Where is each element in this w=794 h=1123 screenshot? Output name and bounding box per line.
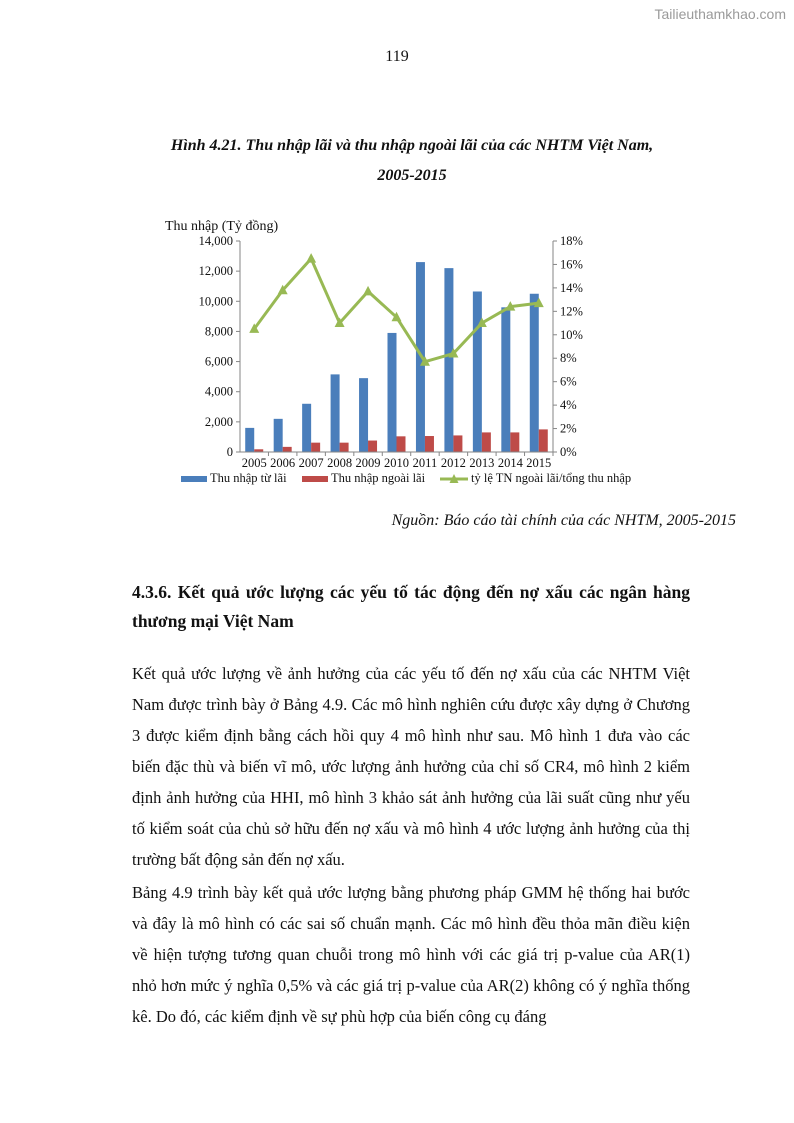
y-axis-label: Thu nhập (Tỷ đồng) <box>165 219 279 234</box>
bar-non-interest-income <box>368 441 377 452</box>
bar-interest-income <box>388 333 397 452</box>
y2-tick-label: 8% <box>560 351 577 366</box>
x-tick-label: 2007 <box>298 456 324 470</box>
bar-non-interest-income <box>539 429 548 452</box>
bar-non-interest-income <box>397 436 406 452</box>
y-tick-label: 6,000 <box>204 354 233 369</box>
y2-tick-label: 12% <box>560 304 583 319</box>
x-tick-label: 2008 <box>327 456 353 470</box>
paragraph-1: Kết quả ước lượng về ảnh hưởng của các yếu tố đến nợ xấu của các NHTM Việt Nam được trình bày ở Bảng 4.9. Các mô hình nghiên cứu được xây dựng ở Chương 3 được kiểm định bằng cách hồi quy 4 mô hình như sau. Mô hình 1 đưa vào các biến đặc thù và biến vĩ mô, ước lượng ảnh hưởng của chỉ số CR4, mô hình 2 kiểm định ảnh hưởng của HHI, mô hình 3 khảo sát ảnh hưởng của lãi suất cũng như yếu tố kiểm soát của chủ sở hữu đến nợ xấu và mô hình 4 ước lượng ảnh hưởng của thị trường bất động sản đến nợ xấu. <box>132 664 690 869</box>
ratio-point <box>306 253 316 263</box>
watermark: Tailieuthamkhao.com <box>654 6 786 22</box>
y-tick-label: 10,000 <box>198 294 233 309</box>
bar-interest-income <box>473 291 482 452</box>
x-tick-label: 2010 <box>384 456 409 470</box>
y-tick-label: 0 <box>226 445 233 459</box>
bar-non-interest-income <box>453 435 462 452</box>
y-tick-label: 2,000 <box>204 414 233 429</box>
legend-swatch-interest <box>181 476 207 482</box>
bar-interest-income <box>444 268 453 452</box>
y2-tick-label: 10% <box>560 327 583 342</box>
income-chart <box>150 210 670 495</box>
y-tick-label: 12,000 <box>198 264 233 279</box>
figure-source: Nguồn: Báo cáo tài chính của các NHTM, 2005-2015 <box>391 512 736 529</box>
legend-label-ratio: tỷ lệ TN ngoài lãi/tổng thu nhập <box>471 471 632 485</box>
bar-non-interest-income <box>482 432 491 452</box>
y-tick-label: 8,000 <box>204 324 233 339</box>
y2-tick-label: 18% <box>560 234 583 248</box>
bar-interest-income <box>331 374 340 452</box>
bar-interest-income <box>501 307 510 452</box>
x-tick-label: 2015 <box>526 456 552 470</box>
y2-tick-label: 0% <box>560 445 577 459</box>
bar-non-interest-income <box>340 443 349 452</box>
x-tick-label: 2012 <box>440 456 466 470</box>
y2-tick-label: 6% <box>560 374 577 389</box>
y2-tick-label: 14% <box>560 280 583 295</box>
y2-tick-label: 2% <box>560 421 577 436</box>
x-tick-label: 2005 <box>241 456 267 470</box>
page-number: 119 <box>385 48 409 65</box>
x-tick-label: 2011 <box>412 456 438 470</box>
legend-swatch-non-interest <box>302 476 328 482</box>
x-tick-label: 2013 <box>469 456 495 470</box>
bar-interest-income <box>302 404 311 452</box>
y-tick-label: 4,000 <box>204 384 233 399</box>
bar-non-interest-income <box>283 447 292 452</box>
legend-label-non-interest: Thu nhập ngoài lãi <box>331 471 426 485</box>
bar-interest-income <box>530 294 539 452</box>
y2-tick-label: 4% <box>560 398 577 413</box>
bar-interest-income <box>274 419 283 452</box>
legend-label-interest: Thu nhập từ lãi <box>210 471 287 485</box>
bar-non-interest-income <box>425 436 434 452</box>
y2-tick-label: 16% <box>560 257 583 272</box>
figure-caption-line-1: Hình 4.21. Thu nhập lãi và thu nhập ngoài lãi của các NHTM Việt Nam, <box>170 137 654 154</box>
bar-interest-income <box>245 428 254 452</box>
figure-caption <box>132 131 692 191</box>
bar-non-interest-income <box>510 432 519 452</box>
ratio-point <box>363 286 373 296</box>
x-tick-label: 2014 <box>497 456 523 470</box>
bar-non-interest-income <box>311 443 320 452</box>
paragraph-2: Bảng 4.9 trình bày kết quả ước lượng bằng phương pháp GMM hệ thống hai bước và đây là mô hình có các sai số chuẩn mạnh. Các mô hình đều thỏa mãn điều kiện về hiện tượng tương quan chuỗi trong mô hình với các giá trị p-value của AR(1) nhỏ hơn mức ý nghĩa 0,5% và các giá trị p-value của AR(2) không có ý nghĩa thống kê. Do đó, các kiểm định về sự phù hợp của biến công cụ đáng <box>132 883 690 1026</box>
section-heading: 4.3.6. Kết quả ước lượng các yếu tố tác động đến nợ xấu các ngân hàng thương mại Việt Nam <box>132 582 690 631</box>
x-tick-label: 2006 <box>270 456 296 470</box>
x-tick-label: 2009 <box>355 456 381 470</box>
y-tick-label: 14,000 <box>198 234 233 248</box>
bar-interest-income <box>359 378 368 452</box>
figure-caption-line-2: 2005-2015 <box>377 167 447 184</box>
